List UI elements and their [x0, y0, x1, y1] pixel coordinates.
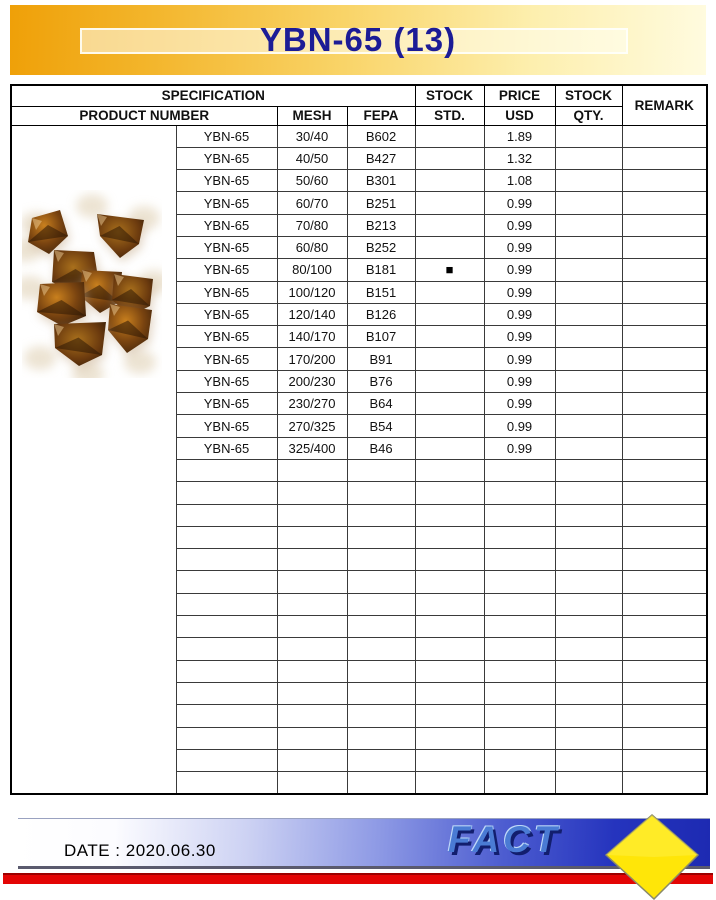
- header-stock-qty: STOCK: [555, 85, 622, 106]
- price-cell: 1.08: [484, 170, 555, 192]
- stock-qty-cell: [555, 326, 622, 348]
- mesh-cell: [277, 571, 347, 593]
- price-cell: 1.32: [484, 147, 555, 169]
- fepa-cell: [347, 459, 415, 481]
- stock-qty-cell: [555, 682, 622, 704]
- remark-cell: [622, 326, 707, 348]
- fepa-cell: B46: [347, 437, 415, 459]
- product-cell: [176, 571, 277, 593]
- price-cell: [484, 660, 555, 682]
- stock-std-cell: [415, 482, 484, 504]
- product-cell: YBN-65: [176, 326, 277, 348]
- stock-std-cell: [415, 303, 484, 325]
- mesh-cell: [277, 549, 347, 571]
- stock-qty-cell: [555, 170, 622, 192]
- product-cell: [176, 660, 277, 682]
- diamond-icon: [604, 813, 700, 900]
- stock-std-cell: [415, 214, 484, 236]
- mesh-cell: 230/270: [277, 393, 347, 415]
- fepa-cell: [347, 549, 415, 571]
- mesh-cell: [277, 526, 347, 548]
- price-cell: [484, 571, 555, 593]
- product-cell: YBN-65: [176, 214, 277, 236]
- product-cell: [176, 504, 277, 526]
- stock-qty-cell: [555, 504, 622, 526]
- fepa-cell: [347, 705, 415, 727]
- price-cell: [484, 772, 555, 794]
- product-cell: [176, 549, 277, 571]
- product-cell: YBN-65: [176, 281, 277, 303]
- stock-std-cell: [415, 749, 484, 771]
- product-cell: [176, 727, 277, 749]
- remark-cell: [622, 370, 707, 392]
- fepa-cell: [347, 727, 415, 749]
- remark-cell: [622, 281, 707, 303]
- header-qty: QTY.: [555, 106, 622, 125]
- header-usd: USD: [484, 106, 555, 125]
- stock-qty-cell: [555, 772, 622, 794]
- fepa-cell: B427: [347, 147, 415, 169]
- mesh-cell: [277, 682, 347, 704]
- stock-qty-cell: [555, 348, 622, 370]
- price-cell: [484, 616, 555, 638]
- mesh-cell: [277, 616, 347, 638]
- mesh-cell: 200/230: [277, 370, 347, 392]
- product-photo-crystals: [22, 190, 162, 378]
- mesh-cell: 140/170: [277, 326, 347, 348]
- table-row: [11, 125, 707, 147]
- stock-qty-cell: [555, 303, 622, 325]
- product-cell: YBN-65: [176, 415, 277, 437]
- header-specification: SPECIFICATION: [11, 85, 415, 106]
- price-cell: 0.99: [484, 348, 555, 370]
- remark-cell: [622, 749, 707, 771]
- stock-qty-cell: [555, 616, 622, 638]
- mesh-cell: 70/80: [277, 214, 347, 236]
- mesh-cell: [277, 705, 347, 727]
- fepa-cell: [347, 660, 415, 682]
- product-cell: [176, 482, 277, 504]
- stock-qty-cell: [555, 192, 622, 214]
- remark-cell: [622, 571, 707, 593]
- fepa-cell: [347, 772, 415, 794]
- fepa-cell: B107: [347, 326, 415, 348]
- header-product-number: PRODUCT NUMBER: [11, 106, 277, 125]
- fepa-cell: [347, 526, 415, 548]
- mesh-cell: 170/200: [277, 348, 347, 370]
- fepa-cell: B76: [347, 370, 415, 392]
- stock-std-cell: [415, 660, 484, 682]
- mesh-cell: [277, 749, 347, 771]
- fepa-cell: B181: [347, 259, 415, 281]
- product-cell: YBN-65: [176, 125, 277, 147]
- fepa-cell: B213: [347, 214, 415, 236]
- price-cell: [484, 727, 555, 749]
- fepa-cell: B54: [347, 415, 415, 437]
- stock-std-cell: ■: [415, 259, 484, 281]
- stock-qty-cell: [555, 415, 622, 437]
- price-cell: [484, 638, 555, 660]
- product-cell: [176, 772, 277, 794]
- remark-cell: [622, 459, 707, 481]
- mesh-cell: [277, 593, 347, 615]
- price-cell: [484, 549, 555, 571]
- product-cell: [176, 526, 277, 548]
- stock-qty-cell: [555, 638, 622, 660]
- mesh-cell: 325/400: [277, 437, 347, 459]
- header-price: PRICE: [484, 85, 555, 106]
- remark-cell: [622, 214, 707, 236]
- stock-qty-cell: [555, 660, 622, 682]
- fact-logo: FACT: [448, 819, 561, 860]
- remark-cell: [622, 259, 707, 281]
- stock-qty-cell: [555, 236, 622, 258]
- stock-qty-cell: [555, 727, 622, 749]
- stock-std-cell: [415, 348, 484, 370]
- fepa-cell: B91: [347, 348, 415, 370]
- stock-std-cell: [415, 682, 484, 704]
- mesh-cell: [277, 459, 347, 481]
- stock-qty-cell: [555, 437, 622, 459]
- stock-qty-cell: [555, 125, 622, 147]
- fepa-cell: B602: [347, 125, 415, 147]
- stock-std-cell: [415, 170, 484, 192]
- fepa-cell: [347, 638, 415, 660]
- stock-std-cell: [415, 526, 484, 548]
- mesh-cell: 40/50: [277, 147, 347, 169]
- mesh-cell: 60/80: [277, 236, 347, 258]
- stock-qty-cell: [555, 259, 622, 281]
- mesh-cell: [277, 482, 347, 504]
- product-cell: [176, 705, 277, 727]
- fepa-cell: B64: [347, 393, 415, 415]
- stock-qty-cell: [555, 281, 622, 303]
- mesh-cell: [277, 504, 347, 526]
- fepa-cell: B126: [347, 303, 415, 325]
- product-cell: YBN-65: [176, 147, 277, 169]
- product-cell: [176, 638, 277, 660]
- fepa-cell: B151: [347, 281, 415, 303]
- product-cell: YBN-65: [176, 370, 277, 392]
- stock-qty-cell: [555, 526, 622, 548]
- stock-qty-cell: [555, 393, 622, 415]
- price-cell: 0.99: [484, 214, 555, 236]
- date-label: DATE : 2020.06.30: [64, 841, 216, 860]
- stock-qty-cell: [555, 549, 622, 571]
- stock-std-cell: [415, 192, 484, 214]
- stock-std-cell: [415, 125, 484, 147]
- stock-qty-cell: [555, 593, 622, 615]
- fepa-cell: [347, 616, 415, 638]
- product-cell: YBN-65: [176, 348, 277, 370]
- remark-cell: [622, 348, 707, 370]
- page-title: YBN-65 (13): [259, 21, 457, 58]
- stock-std-cell: [415, 705, 484, 727]
- price-table: [10, 84, 708, 795]
- stock-qty-cell: [555, 459, 622, 481]
- fepa-cell: [347, 571, 415, 593]
- header-stock: STOCK: [415, 85, 484, 106]
- stock-std-cell: [415, 459, 484, 481]
- remark-cell: [622, 125, 707, 147]
- mesh-cell: [277, 638, 347, 660]
- remark-cell: [622, 415, 707, 437]
- product-cell: YBN-65: [176, 192, 277, 214]
- remark-cell: [622, 593, 707, 615]
- mesh-cell: [277, 727, 347, 749]
- stock-std-cell: [415, 504, 484, 526]
- mesh-cell: 100/120: [277, 281, 347, 303]
- price-cell: 0.99: [484, 259, 555, 281]
- stock-std-cell: [415, 236, 484, 258]
- stock-std-cell: [415, 326, 484, 348]
- stock-qty-cell: [555, 370, 622, 392]
- fepa-cell: [347, 504, 415, 526]
- product-cell: YBN-65: [176, 259, 277, 281]
- fepa-cell: B251: [347, 192, 415, 214]
- price-cell: [484, 482, 555, 504]
- price-cell: [484, 526, 555, 548]
- fepa-cell: B301: [347, 170, 415, 192]
- price-cell: 0.99: [484, 192, 555, 214]
- price-cell: [484, 705, 555, 727]
- table-header: [11, 85, 707, 125]
- remark-cell: [622, 393, 707, 415]
- mesh-cell: 270/325: [277, 415, 347, 437]
- stock-qty-cell: [555, 705, 622, 727]
- fepa-cell: B252: [347, 236, 415, 258]
- remark-cell: [622, 660, 707, 682]
- remark-cell: [622, 192, 707, 214]
- fepa-cell: [347, 682, 415, 704]
- mesh-cell: 120/140: [277, 303, 347, 325]
- remark-cell: [622, 147, 707, 169]
- stock-std-cell: [415, 571, 484, 593]
- stock-std-cell: [415, 370, 484, 392]
- stock-qty-cell: [555, 571, 622, 593]
- remark-cell: [622, 705, 707, 727]
- header-remark: REMARK: [622, 85, 707, 125]
- price-cell: 0.99: [484, 326, 555, 348]
- remark-cell: [622, 526, 707, 548]
- stock-std-cell: [415, 549, 484, 571]
- price-cell: 1.89: [484, 125, 555, 147]
- stock-qty-cell: [555, 147, 622, 169]
- header-std: STD.: [415, 106, 484, 125]
- table-body: [11, 125, 707, 794]
- price-cell: 0.99: [484, 437, 555, 459]
- price-cell: 0.99: [484, 393, 555, 415]
- stock-std-cell: [415, 437, 484, 459]
- remark-cell: [622, 727, 707, 749]
- stock-qty-cell: [555, 214, 622, 236]
- stock-std-cell: [415, 638, 484, 660]
- price-cell: 0.99: [484, 281, 555, 303]
- product-cell: [176, 616, 277, 638]
- price-cell: [484, 593, 555, 615]
- remark-cell: [622, 437, 707, 459]
- remark-cell: [622, 549, 707, 571]
- stock-std-cell: [415, 593, 484, 615]
- price-cell: 0.99: [484, 370, 555, 392]
- price-cell: 0.99: [484, 236, 555, 258]
- remark-cell: [622, 303, 707, 325]
- stock-std-cell: [415, 281, 484, 303]
- header-fepa: FEPA: [347, 106, 415, 125]
- mesh-cell: 60/70: [277, 192, 347, 214]
- stock-qty-cell: [555, 482, 622, 504]
- product-cell: [176, 459, 277, 481]
- stock-std-cell: [415, 147, 484, 169]
- remark-cell: [622, 682, 707, 704]
- price-cell: 0.99: [484, 415, 555, 437]
- product-cell: [176, 593, 277, 615]
- product-image-cell: [11, 125, 176, 794]
- stock-std-cell: [415, 616, 484, 638]
- remark-cell: [622, 616, 707, 638]
- stock-qty-cell: [555, 749, 622, 771]
- fepa-cell: [347, 482, 415, 504]
- remark-cell: [622, 170, 707, 192]
- price-cell: [484, 749, 555, 771]
- remark-cell: [622, 236, 707, 258]
- price-cell: [484, 459, 555, 481]
- price-cell: [484, 504, 555, 526]
- title-banner: [10, 5, 706, 75]
- remark-cell: [622, 638, 707, 660]
- product-cell: YBN-65: [176, 170, 277, 192]
- price-cell: [484, 682, 555, 704]
- remark-cell: [622, 482, 707, 504]
- stock-std-cell: [415, 772, 484, 794]
- mesh-cell: 50/60: [277, 170, 347, 192]
- remark-cell: [622, 772, 707, 794]
- product-cell: YBN-65: [176, 236, 277, 258]
- product-cell: YBN-65: [176, 303, 277, 325]
- product-cell: [176, 682, 277, 704]
- price-cell: 0.99: [484, 303, 555, 325]
- product-cell: YBN-65: [176, 393, 277, 415]
- stock-std-cell: [415, 393, 484, 415]
- header-mesh: MESH: [277, 106, 347, 125]
- fepa-cell: [347, 593, 415, 615]
- stock-std-cell: [415, 415, 484, 437]
- mesh-cell: [277, 772, 347, 794]
- mesh-cell: 30/40: [277, 125, 347, 147]
- product-cell: [176, 749, 277, 771]
- mesh-cell: 80/100: [277, 259, 347, 281]
- remark-cell: [622, 504, 707, 526]
- mesh-cell: [277, 660, 347, 682]
- stock-std-cell: [415, 727, 484, 749]
- product-cell: YBN-65: [176, 437, 277, 459]
- fepa-cell: [347, 749, 415, 771]
